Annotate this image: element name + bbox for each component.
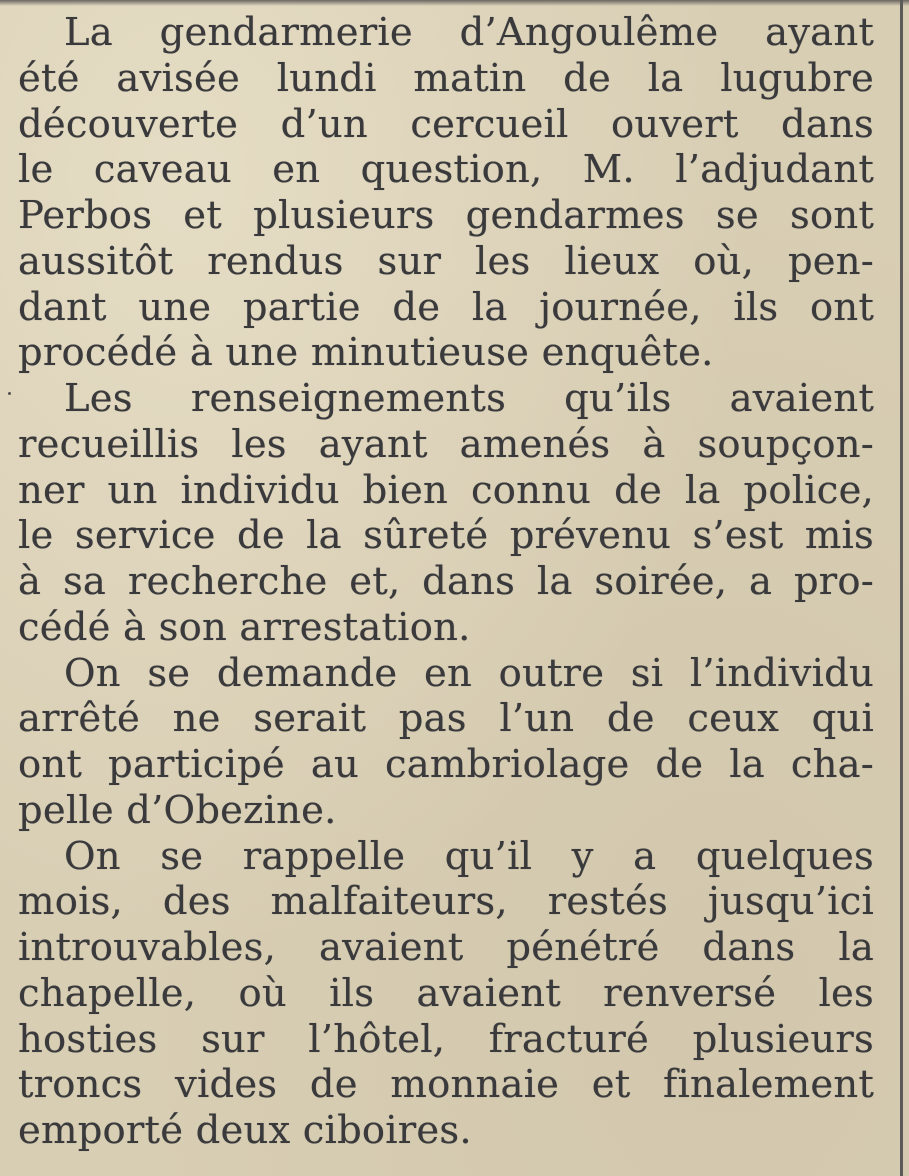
paragraph-malfaiteurs: [18, 834, 874, 1154]
text-line: troncs vides de monnaie et finalement: [18, 1062, 874, 1108]
text-line: à sa recherche et, dans la soirée, a pro-: [18, 559, 874, 604]
paragraph-renseignements: [18, 376, 874, 651]
text-line: La gendarmerie d’Angoulême ayant: [64, 10, 874, 55]
top-column-rule: [0, 0, 909, 6]
article-column: [18, 10, 874, 1154]
text-line: ner un individu bien connu de la police,: [18, 467, 874, 513]
column-divider-rule: [900, 0, 903, 1176]
text-line: On se demande en outre si l’individu: [64, 650, 874, 696]
text-line: recueillis les ayant amenés à soupçon-: [18, 421, 874, 467]
text-line: le caveau en question, M. l’adjudant: [18, 147, 874, 193]
text-line: hosties sur l’hôtel, fracturé plusieurs: [18, 1016, 874, 1062]
text-line: On se rappelle qu’il y a quelques: [64, 833, 874, 879]
text-line: ont participé au cambriolage de la cha-: [18, 742, 874, 787]
text-line: dant une partie de la journée, ils ont: [18, 284, 874, 330]
text-line: introuvables, avaient pénétré dans la: [18, 925, 874, 970]
paragraph-individu: [18, 651, 874, 834]
text-line: aussitôt rendus sur les lieux où, pen-: [18, 238, 874, 284]
text-line: chapelle, où ils avaient renversé les: [18, 970, 874, 1016]
text-line: été avisée lundi matin de la lugubre: [18, 55, 874, 101]
paragraph-gendarmerie: [18, 10, 874, 376]
text-line: Perbos et plusieurs gendarmes se sont: [18, 193, 874, 238]
text-line: arrêté ne serait pas l’un de ceux qui: [18, 696, 874, 742]
text-line: pelle d’Obezine.: [18, 787, 337, 833]
text-line: le service de la sûreté prévenu s’est mis: [18, 513, 874, 559]
text-line: Les renseignements qu’ils avaient: [64, 376, 874, 421]
print-speck: [8, 392, 11, 395]
text-line: mois, des malfaiteurs, restés jusqu’ici: [18, 879, 874, 925]
text-line: procédé à une minutieuse enquête.: [18, 330, 714, 376]
text-line: cédé à son arrestation.: [18, 604, 471, 650]
text-line: emporté deux ciboires.: [18, 1108, 472, 1153]
text-line: découverte d’un cercueil ouvert dans: [18, 101, 874, 147]
